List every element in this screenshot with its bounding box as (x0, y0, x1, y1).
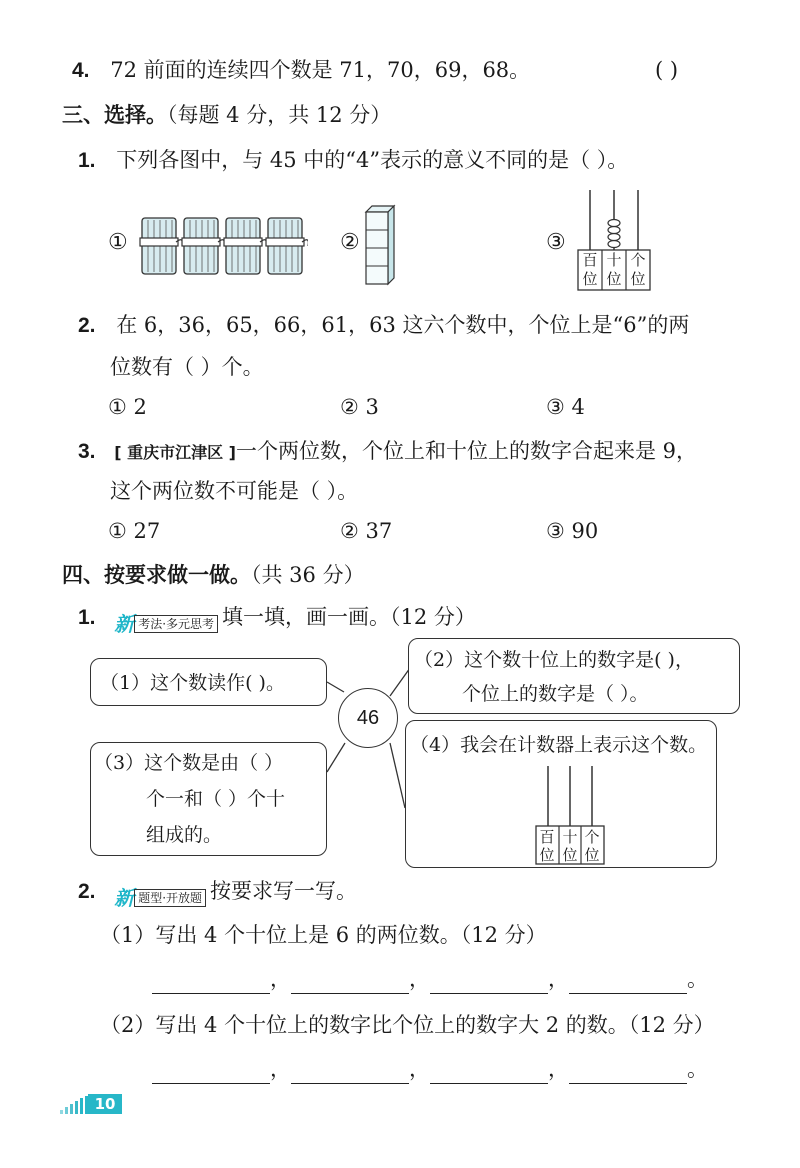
answer-paren[interactable]: ( ) (655, 58, 679, 82)
box-1-text[interactable]: （1）这个数读作( )。 (100, 672, 285, 694)
option-1[interactable]: ① 2 (108, 395, 147, 419)
option-2[interactable]: ② 3 (340, 395, 379, 419)
s3-question-2: 2. 在 6，36，65，66，61，63 这六个数中，个位上是“6”的两 (78, 313, 690, 337)
box-4-text: （4）我会在计数器上表示这个数。 (410, 734, 708, 756)
answer-blank[interactable] (152, 972, 270, 994)
answer-line-row-1: ， ， ， 。 (152, 964, 708, 994)
answer-line-row-2: ， ， ， 。 (152, 1054, 708, 1084)
option-1[interactable]: ① 27 (108, 519, 161, 543)
option-3[interactable]: ③ 90 (546, 519, 599, 543)
s3-question-1: 1. 下列各图中，与 45 中的“4”表示的意义不同的是（ ）。 (78, 148, 629, 172)
s4-question-2: 2. 新 题型·开放题 按要求写一写。 (78, 879, 358, 910)
box-3-line2[interactable]: 个一和（ ）个十 (146, 788, 286, 810)
option-2[interactable]: ② 37 (340, 519, 393, 543)
answer-blank[interactable] (569, 1062, 687, 1084)
page-number-decoration (60, 1096, 88, 1114)
section-3-heading: 三、选择。（每题 4 分，共 12 分） (62, 103, 392, 127)
answer-blank[interactable] (291, 1062, 409, 1084)
new-method-badge: 新 考法·多元思考 (114, 608, 218, 630)
counter-label-hundreds: 百位 (539, 828, 555, 864)
center-number-circle: 46 (338, 688, 398, 748)
answer-blank[interactable] (569, 972, 687, 994)
abacus-label-ones: 个位 (630, 251, 646, 288)
judge-item-4: 4. 72 前面的连续四个数是 71，70，69，68。 (72, 58, 531, 82)
answer-blank[interactable] (430, 972, 548, 994)
section-4-heading: 四、按要求做一做。（共 36 分） (62, 563, 365, 587)
s4-q2-part-2: （2）写出 4 个十位上的数字比个位上的数字大 2 的数。（12 分） (100, 1013, 715, 1037)
box-2-line2[interactable]: 个位上的数字是（ ）。 (462, 683, 649, 705)
counter-label-tens: 十位 (562, 828, 578, 864)
s3-question-3: 3. [ 重庆市江津区 ]一个两位数，个位上和十位上的数字合起来是 9， (78, 439, 698, 463)
option-2-marker[interactable]: ② (340, 230, 360, 255)
abacus-label-hundreds: 百位 (582, 251, 598, 288)
box-3-line3: 组成的。 (146, 824, 223, 846)
answer-blank[interactable] (152, 1062, 270, 1084)
answer-blank[interactable] (430, 1062, 548, 1084)
option-3-marker[interactable]: ③ (546, 230, 566, 255)
option-1-marker[interactable]: ① (108, 230, 128, 255)
counter-label-ones: 个位 (584, 828, 600, 864)
s4-question-1: 1. 新 考法·多元思考 填一填，画一画。（12 分） (78, 605, 476, 636)
answer-blank[interactable] (291, 972, 409, 994)
abacus-label-tens: 十位 (606, 251, 622, 288)
new-type-badge: 新 题型·开放题 (114, 882, 206, 904)
page-number: 10 (88, 1094, 122, 1114)
s3-question-2-line2: 位数有（ ）个。 (110, 355, 264, 379)
region-tag: [ 重庆市江津区 ] (114, 443, 236, 462)
s4-q2-part-1: （1）写出 4 个十位上是 6 的两位数。（12 分） (100, 923, 547, 947)
box-3-line1[interactable]: （3）这个数是由（ ） (94, 752, 284, 774)
option-3[interactable]: ③ 4 (546, 395, 585, 419)
box-2-line1[interactable]: （2）这个数十位上的数字是( )， (414, 649, 694, 671)
s3-question-3-line2: 这个两位数不可能是（ ）。 (110, 479, 359, 503)
